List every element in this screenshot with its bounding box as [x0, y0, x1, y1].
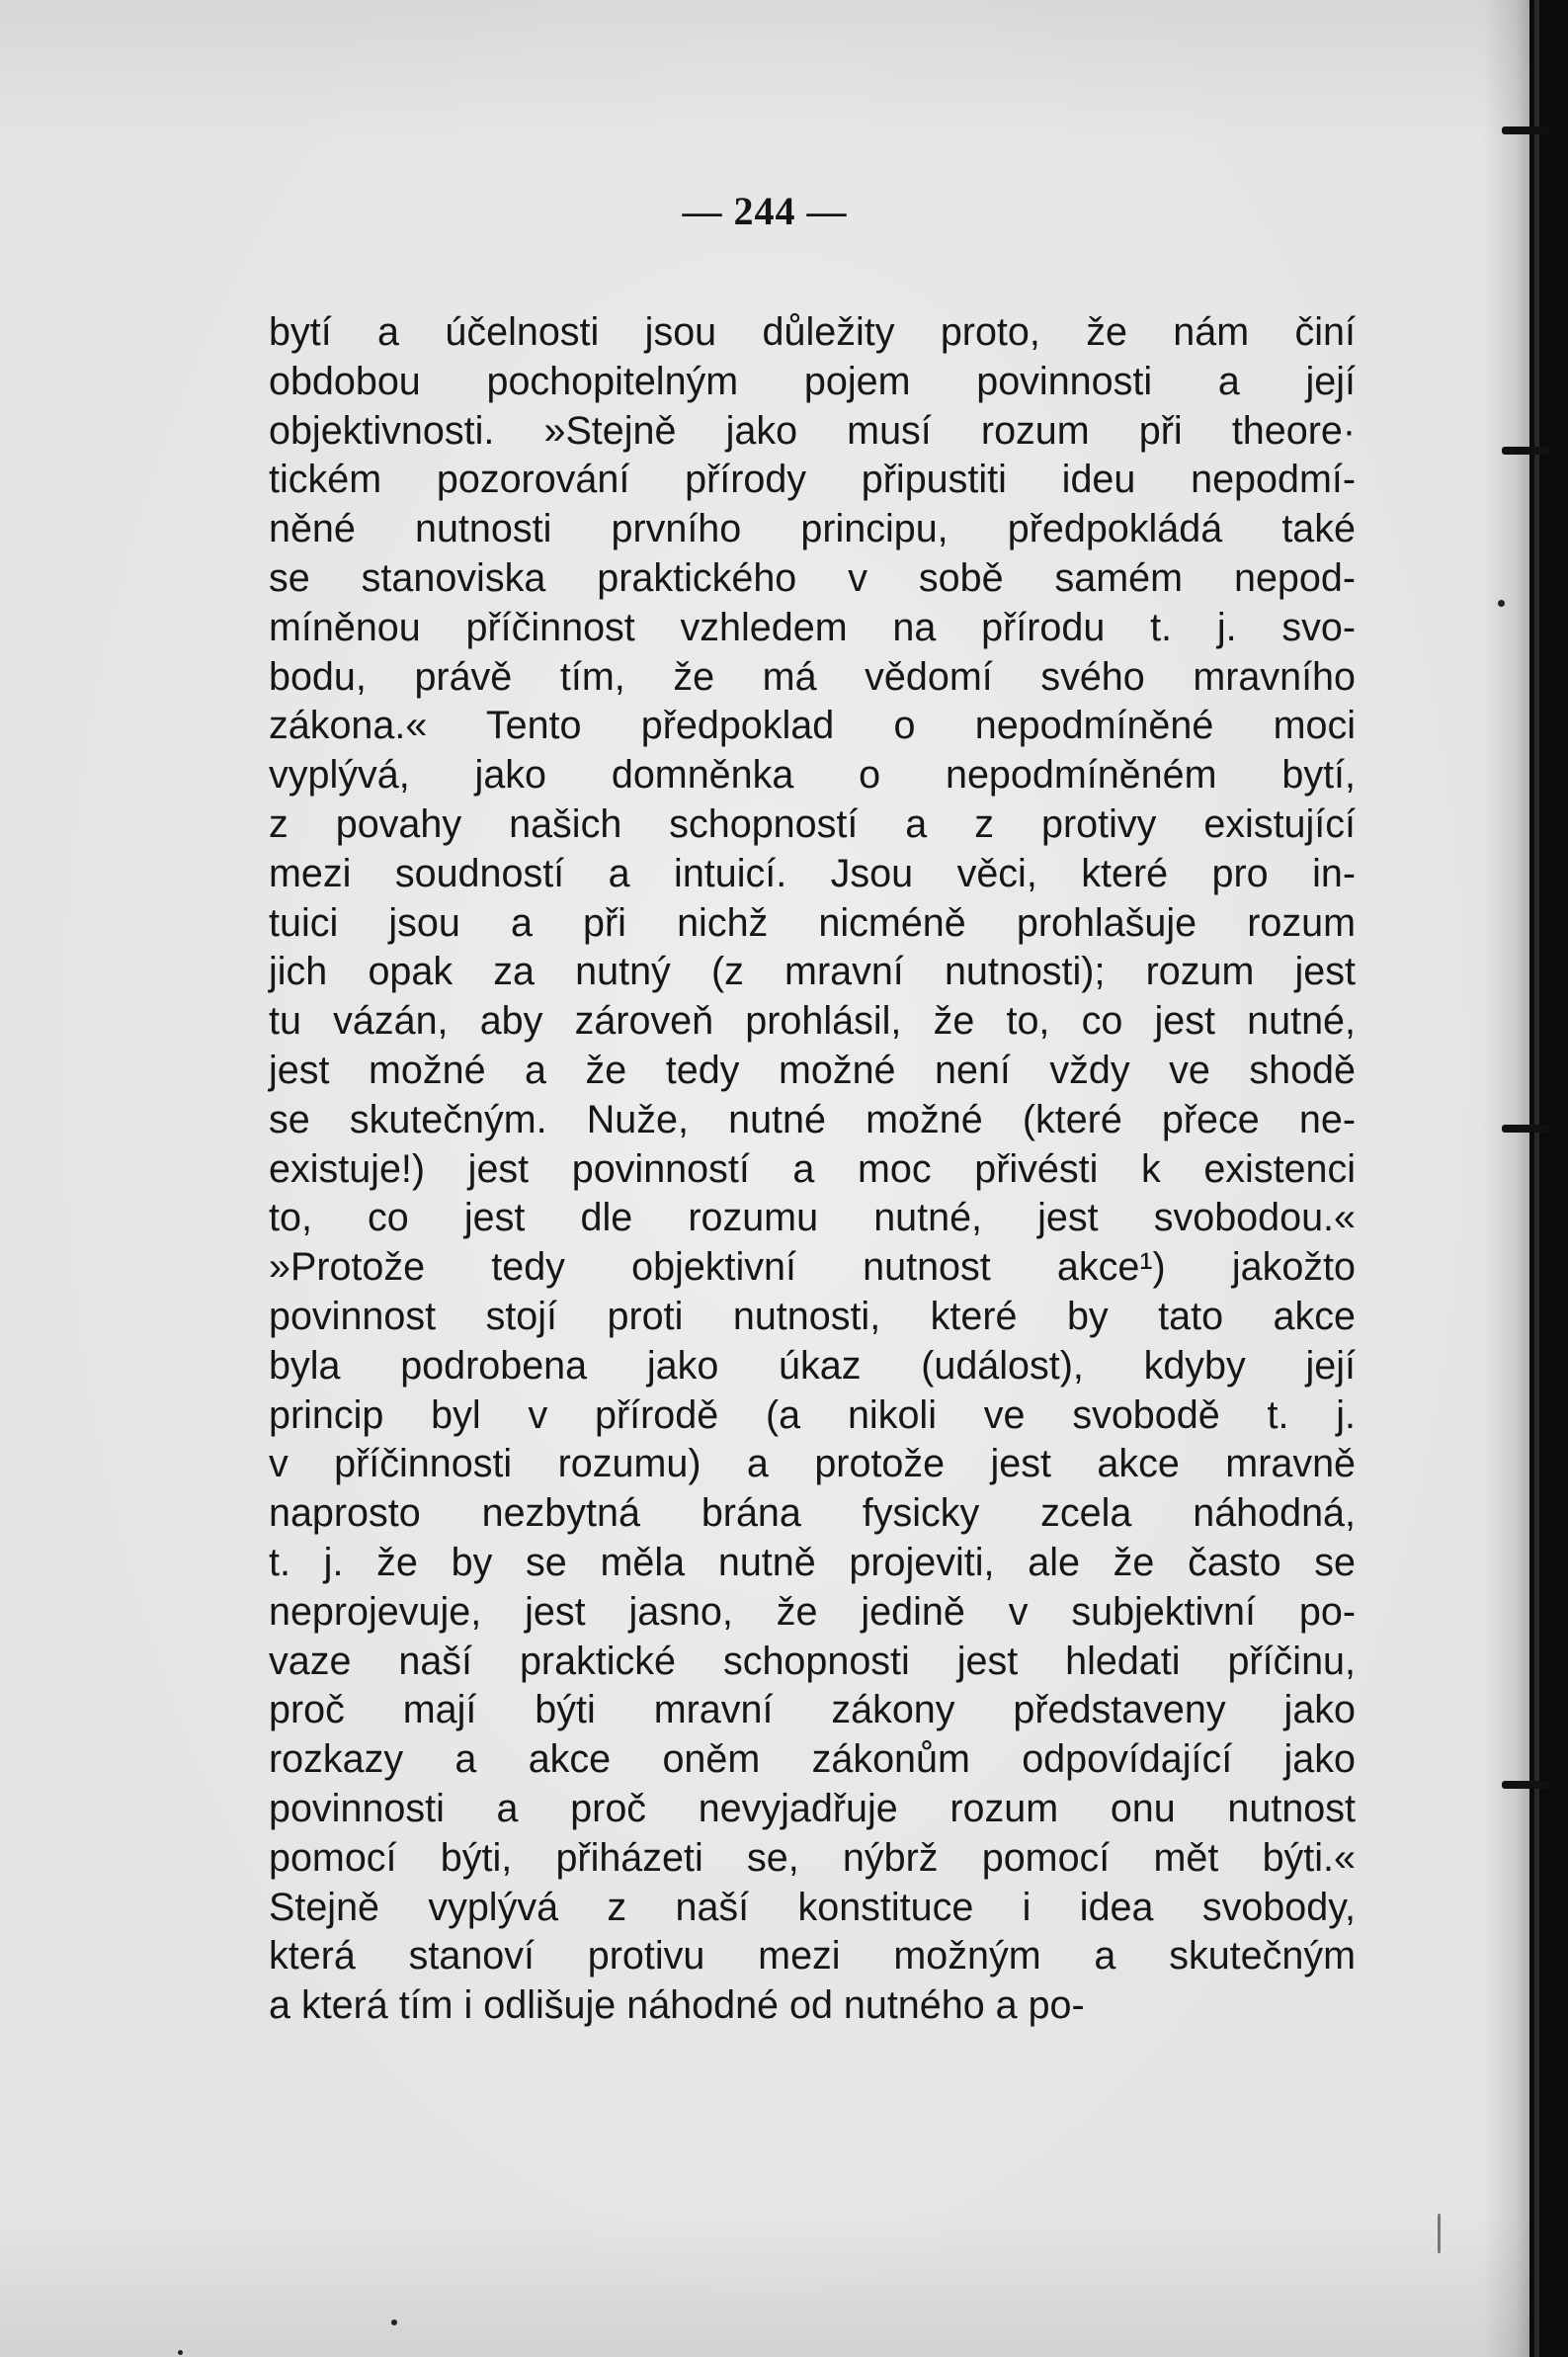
text-line: proč mají býti mravní zákony představeny jako	[269, 1688, 1356, 1732]
page-edge-shadow	[1482, 0, 1529, 2357]
text-line: povinnosti a proč nevyjadřuje rozum onu nutnost	[269, 1786, 1356, 1830]
body-text	[269, 308, 1356, 2031]
dust-speck	[178, 2350, 183, 2355]
text-line: zákona.« Tento předpoklad o nepodmíněné moci	[269, 704, 1356, 748]
text-line: existuje!) jest povinností a moc přivésti k existenci	[269, 1146, 1356, 1191]
text-line: a která tím i odlišuje náhodné od nutného a po-	[269, 1983, 1085, 2028]
text-line: bytí a účelnosti jsou důležity proto, že nám činí	[269, 310, 1356, 354]
text-line: objektivnosti. »Stejně jako musí rozum při theore·	[269, 408, 1356, 453]
text-line: bodu, právě tím, že má vědomí svého mravního	[269, 654, 1356, 699]
dust-speck	[1498, 600, 1505, 607]
text-line: vaze naší praktické schopnosti jest hledati příčinu,	[269, 1639, 1356, 1683]
text-line: neprojevuje, jest jasno, že jedině v subjektivní po-	[269, 1589, 1356, 1634]
text-line: pomocí býti, přiházeti se, nýbrž pomocí mět býti.«	[269, 1835, 1356, 1880]
text-line: obdobou pochopitelným pojem povinnosti a její	[269, 359, 1356, 403]
text-line: t. j. že by se měla nutně projeviti, ale že často se	[269, 1540, 1356, 1584]
dust-speck	[1438, 2214, 1441, 2253]
text-line: v příčinnosti rozumu) a protože jest akce mravně	[269, 1442, 1356, 1486]
text-line: se skutečným. Nuže, nutné možné (které přece ne-	[269, 1097, 1356, 1141]
text-line: která stanoví protivu mezi možným a skutečným	[269, 1934, 1356, 1978]
binding-mark	[1502, 1781, 1549, 1789]
text-line: »Protože tedy objektivní nutnost akce¹) jakožto	[269, 1245, 1356, 1290]
text-line: se stanoviska praktického v sobě samém nepod-	[269, 555, 1356, 600]
text-line: vyplývá, jako domněnka o nepodmíněném bytí,	[269, 753, 1356, 798]
text-line: tu vázán, aby zároveň prohlásil, že to, co jest nutné,	[269, 999, 1356, 1044]
text-line: princip byl v přírodě (a nikoli ve svobodě t. j.	[269, 1392, 1356, 1437]
text-line: mezi soudností a intuicí. Jsou věci, které pro in-	[269, 851, 1356, 895]
binding-mark	[1502, 447, 1549, 455]
text-line: tuici jsou a při nichž nicméně prohlašuje rozum	[269, 900, 1356, 945]
binding-edge	[1534, 0, 1539, 2357]
page-number: — 244 —	[682, 189, 848, 233]
text-line: to, co jest dle rozumu nutné, jest svobodou.«	[269, 1196, 1356, 1240]
text-line: Stejně vyplývá z naší konstituce i idea svobody,	[269, 1885, 1356, 1929]
text-line: něné nutnosti prvního principu, předpokládá také	[269, 507, 1356, 551]
text-line: byla podrobena jako úkaz (událost), kdyby její	[269, 1343, 1356, 1388]
text-line: povinnost stojí proti nutnosti, které by tato akce	[269, 1294, 1356, 1338]
text-line: jest možné a že tedy možné není vždy ve shodě	[269, 1048, 1356, 1092]
text-line: z povahy našich schopností a z protivy existující	[269, 801, 1356, 846]
text-line: jich opak za nutný (z mravní nutnosti); rozum jest	[269, 950, 1356, 994]
dust-speck	[391, 2319, 397, 2325]
binding-mark	[1502, 1125, 1549, 1133]
text-line: míněnou příčinnost vzhledem na přírodu t. j. svo-	[269, 605, 1356, 649]
binding-mark	[1502, 126, 1549, 134]
text-line: naprosto nezbytná brána fysicky zcela náhodná,	[269, 1491, 1356, 1536]
text-line: rozkazy a akce oněm zákonům odpovídající jako	[269, 1737, 1356, 1782]
text-line: tickém pozorování přírody připustiti ideu nepodmí-	[269, 458, 1356, 502]
